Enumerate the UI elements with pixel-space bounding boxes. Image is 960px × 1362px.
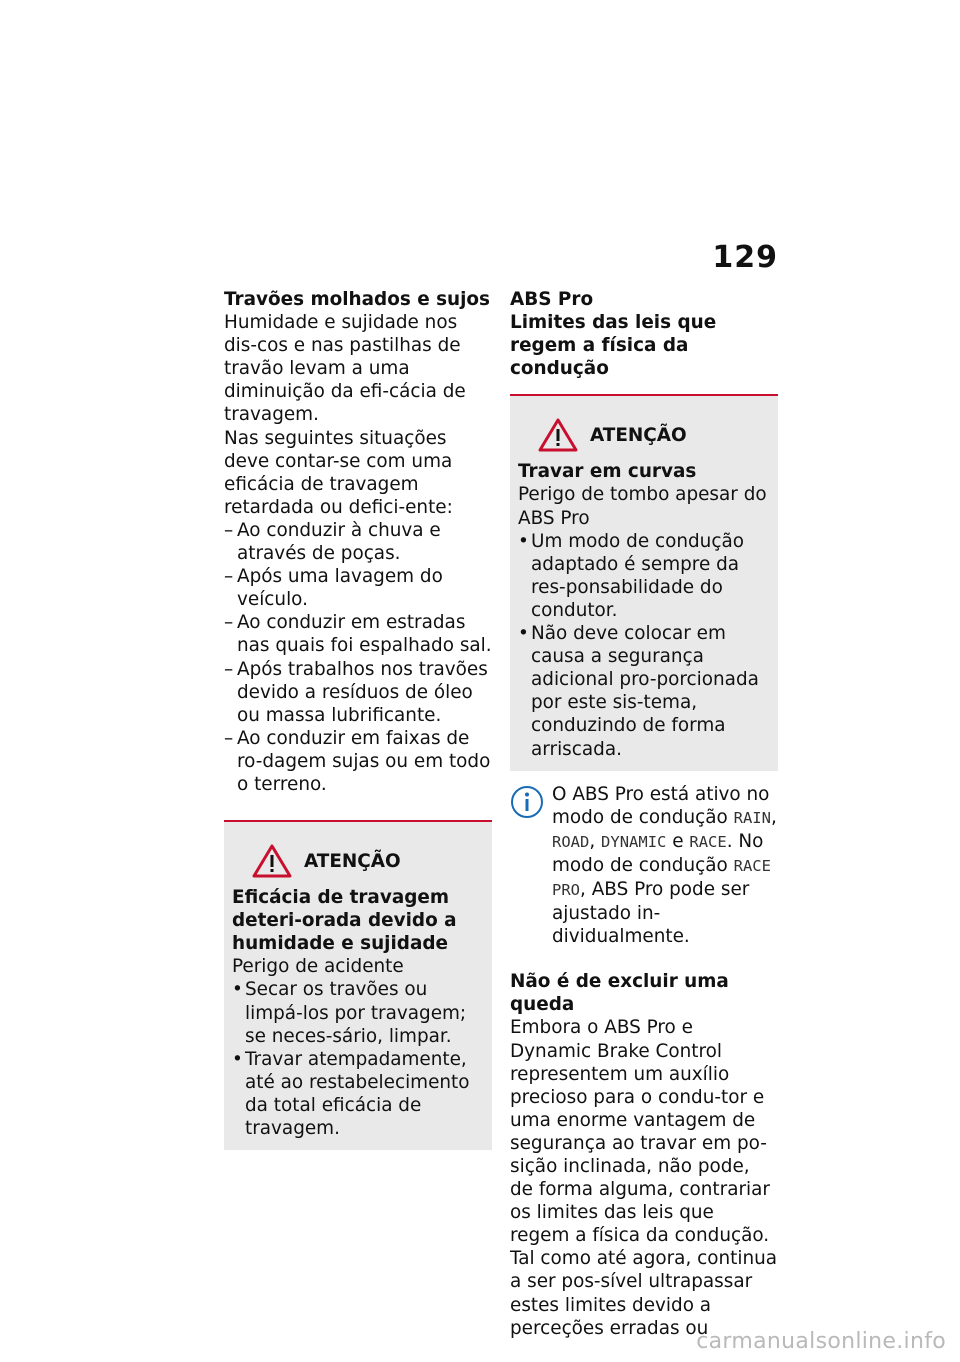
list-item: • Travar atempadamente, até ao restabelecimento da total eficácia de travagem.: [232, 1048, 484, 1140]
warning-box-cornering: [510, 394, 778, 770]
intro-paragraph: Humidade e sujidade nos dis-cos e nas pastilhas de travão levam a uma diminuição da efi-cácia de travagem.: [224, 312, 466, 426]
right-column: [510, 288, 778, 1340]
fall-risk-paragraph: Embora o ABS Pro e Dynamic Brake Control representem um auxílio precioso para o condu-tor e uma enorme vantagem de segurança ao travar em po-sição inclinada, não pode, de forma alguma, contrariar os limites das leis que regem a física da condução. Tal como até agora, continua a ser pos-sível ultrapassar estes limites devido a perceções erradas ou: [510, 1017, 778, 1339]
info-text-part: . No modo de condução: [552, 830, 764, 876]
warning-header: [232, 844, 484, 878]
subheading-physics-limits: Limites das leis que regem a física da condução: [510, 312, 717, 380]
mode-race-pro: RACE PRO: [552, 856, 771, 899]
subheading-fall-risk: Não é de excluir uma queda: [510, 971, 729, 1016]
mode-road: ROAD: [552, 832, 590, 851]
info-text-part: , ABS Pro pode ser ajustado in-dividualmente.: [552, 878, 750, 948]
left-column: [224, 288, 492, 1150]
list-item: – Após trabalhos nos travões devido a resíduos de óleo ou massa lubrificante.: [224, 658, 492, 727]
section-heading-wet-brakes: Travões molhados e sujos: [224, 289, 490, 310]
list-item: – Ao conduzir em estradas nas quais foi espalhado sal.: [224, 611, 492, 657]
list-item: – Ao conduzir à chuva e através de poças.: [224, 519, 492, 565]
list-item: • Um modo de condução adaptado é sempre da res-ponsabilidade do condutor.: [518, 530, 770, 622]
info-icon: [510, 785, 544, 819]
mode-race: RACE: [689, 832, 727, 851]
warning-measures-list: [232, 978, 484, 1140]
situations-intro: Nas seguintes situações deve contar-se com uma eficácia de travagem retardada ou defici-ente:: [224, 427, 453, 518]
warning-triangle-icon: [538, 418, 578, 452]
info-note: [510, 783, 778, 949]
info-text-part: ,: [589, 830, 602, 852]
warning-subtitle: Eficácia de travagem deteri-orada devido a humidade e sujidade: [232, 887, 457, 955]
warning-header: [518, 418, 770, 452]
warning-risk: Perigo de tombo apesar do ABS Pro: [518, 484, 767, 529]
section-heading-abs-pro: ABS Pro: [510, 289, 594, 310]
warning-subtitle: Travar em curvas: [518, 461, 697, 483]
list-item: • Secar os travões ou limpá-los por travagem; se neces-sário, limpar.: [232, 978, 484, 1047]
warning-title: ATENÇÃO: [590, 424, 687, 446]
info-text-part: e: [666, 830, 690, 852]
mode-rain: RAIN: [733, 808, 771, 827]
watermark: carmanualsonline.info: [696, 1329, 946, 1354]
list-item: – Após uma lavagem do veículo.: [224, 565, 492, 611]
warning-box-wet-brakes: [224, 820, 492, 1150]
page-number: 129: [712, 240, 778, 275]
warning-title: ATENÇÃO: [304, 850, 401, 872]
list-item: • Não deve colocar em causa a segurança adicional pro-porcionada por este sis-tema, conduzindo de forma arriscada.: [518, 622, 770, 761]
mode-dynamic: DYNAMIC: [601, 832, 667, 851]
warning-triangle-icon: [252, 844, 292, 878]
info-text: [510, 783, 778, 949]
warning-risk: Perigo de acidente: [232, 956, 404, 978]
list-item: – Ao conduzir em faixas de ro-dagem sujas ou em todo o terreno.: [224, 727, 492, 796]
situations-list: [224, 519, 492, 796]
info-text-part: O ABS Pro está ativo no modo de condução: [552, 783, 770, 828]
info-text-part: ,: [770, 806, 777, 828]
warning-measures-list: [518, 530, 770, 761]
